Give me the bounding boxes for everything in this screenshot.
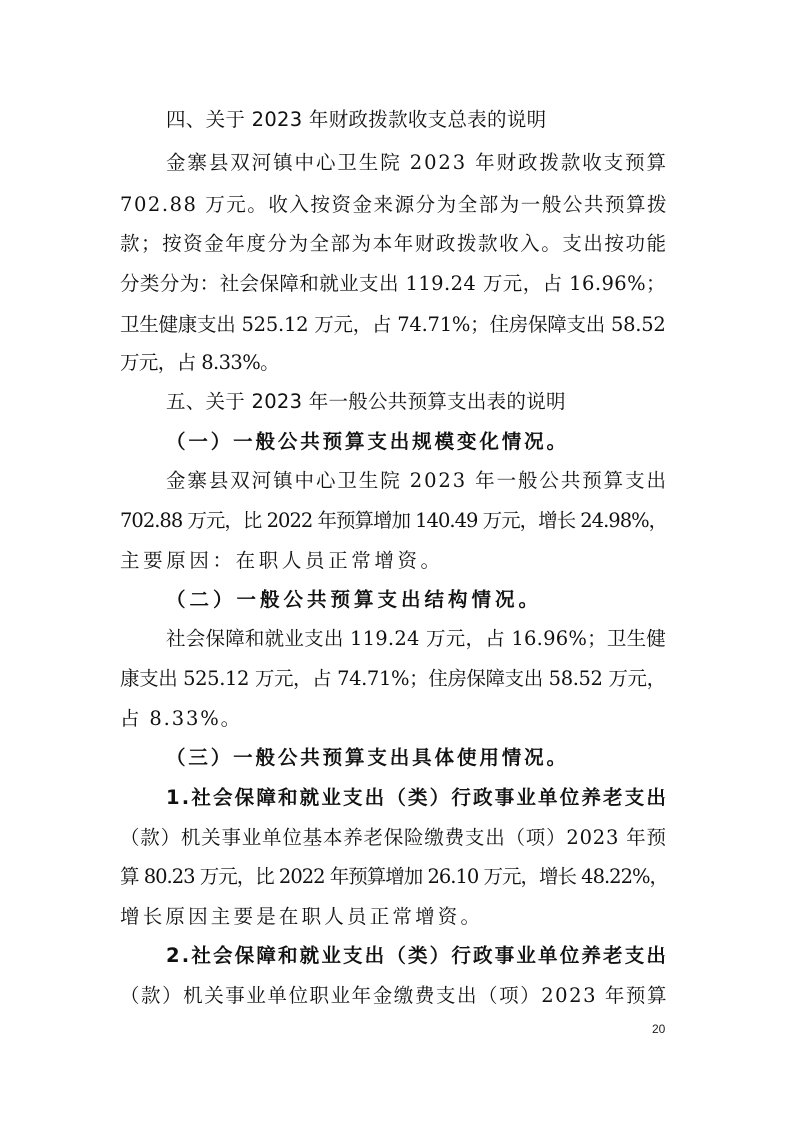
paragraph-line: 702.88 万元。收入按资金来源分为全部为一般公共预算拨 [120,193,669,216]
paragraph-line: 款；按资金年度分为全部为本年财政拨款收入。支出按功能 [120,232,668,255]
subsection-heading-2: （二）一般公共预算支出结构情况。 [166,588,543,611]
paragraph-line: 分类分为：社会保障和就业支出 119.24 万元，占 16.96%； [120,272,666,295]
paragraph-line: 算 80.23 万元，比 2022 年预算增加 26.10 万元，增长 48.22%， [120,865,669,888]
paragraph-line: 康支出 525.12 万元，占 74.71%；住房保障支出 58.52 万元， [120,667,666,690]
paragraph-line: 社会保障和就业支出 119.24 万元，占 16.96%；卫生健 [166,627,667,650]
section-heading-5: 五、关于 2023 年一般公共预算支出表的说明 [166,390,566,413]
subsection-heading-3: （三）一般公共预算支出具体使用情况。 [166,746,569,769]
paragraph-line: 增长原因主要是在职人员正常增资。 [120,905,484,928]
list-item-2-title: 2.社会保障和就业支出（类）行政事业单位养老支出 [166,944,669,967]
section-heading-4: 四、关于 2023 年财政拨款收支总表的说明 [166,108,547,131]
page-number: 20 [652,1022,666,1036]
paragraph-line: 702.88 万元，比 2022 年预算增加 140.49 万元，增长 24.98%， [120,509,668,532]
list-item-1-title: 1.社会保障和就业支出（类）行政事业单位养老支出 [166,786,669,809]
paragraph-line: 万元，占 8.33%。 [120,351,280,374]
paragraph-line: 卫生健康支出 525.12 万元，占 74.71%；住房保障支出 58.52 [120,313,666,336]
paragraph-line: 占 8.33%。 [120,707,243,730]
paragraph-line: 金寨县双河镇中心卫生院 2023 年财政拨款收支预算 [166,151,668,174]
paragraph-line: （款）机关事业单位职业年金缴费支出（项）2023 年预算 [120,984,669,1007]
paragraph-line: 主要原因：在职人员正常增资。 [120,549,444,572]
paragraph-line: 金寨县双河镇中心卫生院 2023 年一般公共预算支出 [166,469,668,492]
paragraph-line: （款）机关事业单位基本养老保险缴费支出（项）2023 年预 [120,826,667,849]
subsection-heading-1: （一）一般公共预算支出规模变化情况。 [166,430,569,453]
